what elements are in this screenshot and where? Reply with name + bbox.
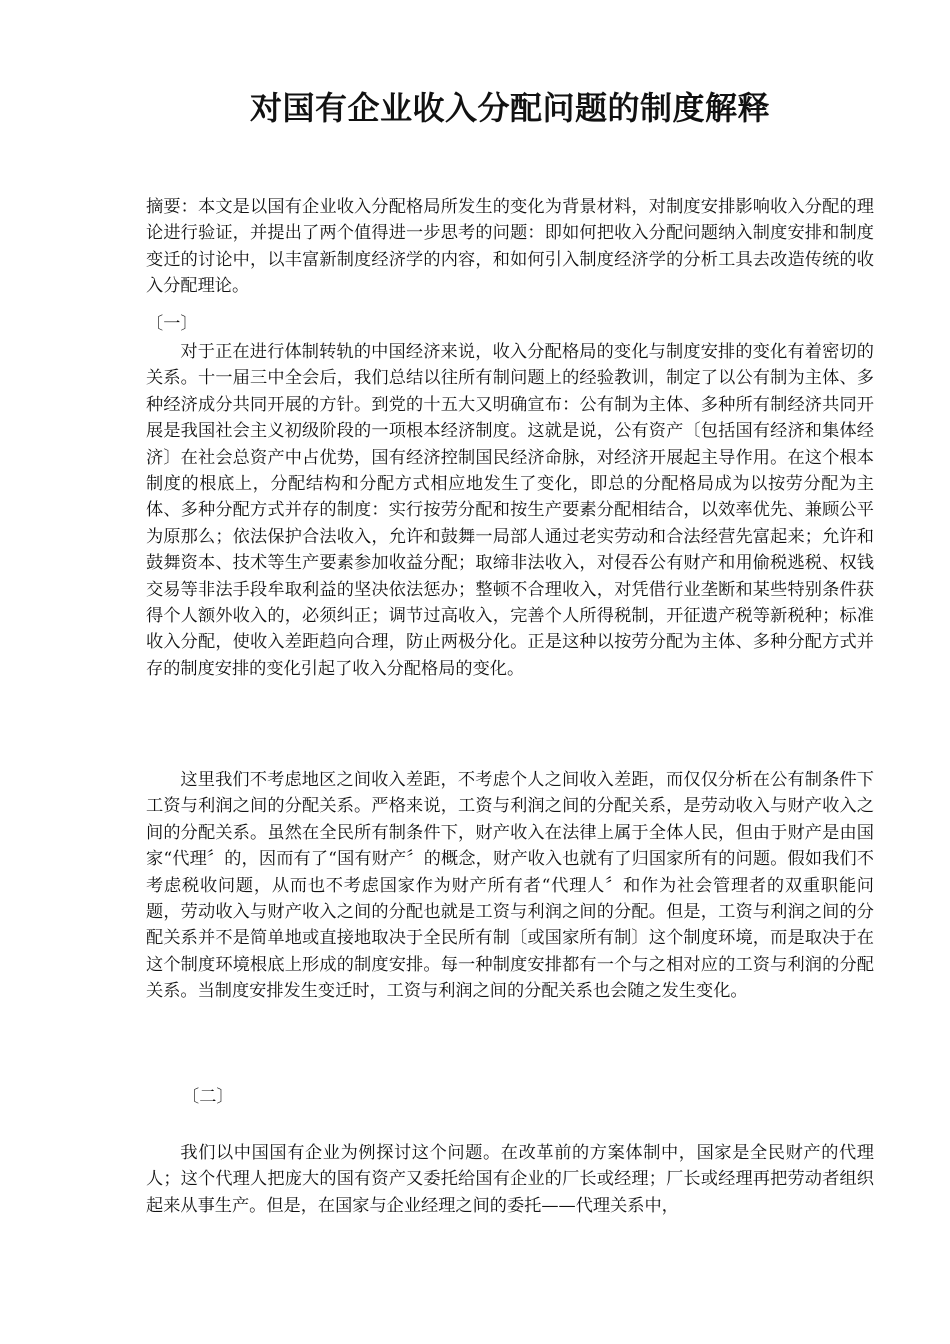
body-paragraph-1: 对于正在进行体制转轨的中国经济来说，收入分配格局的变化与制度安排的变化有着密切的关系。十一届三中全会后，我们总结以往所有制问题上的经验教训，制定了以公有制为主体、多种经济成分共同开展的方针。到党的十五大又明确宣布：公有制为主体、多种所有制经济共同开展是我国社会主义初级阶段的一项根本经济制度。这就是说，公有资产〔包括国有经济和集体经济〕在社会总资产中占优势，国有经济控制国民经济命脉，对经济开展起主导作用。在这个根本制度的根底上，分配结构和分配方式相应地发生了变化，即总的分配格局成为以按劳分配为主体、多种分配方式并存的制度：实行按劳分配和按生产要素分配相结合，以效率优先、兼顾公平为原那么；依法保护合法收入，允许和鼓舞一局部人通过老实劳动和合法经营先富起来；允许和鼓舞资本、技术等生产要素参加收益分配；取缔非法收入，对侵吞公有财产和用偷税逃税、权钱交易等非法手段牟取利益的坚决依法惩办；整顿不合理收入，对凭借行业垄断和某些特别条件获得个人额外收入的，必须纠正；调节过高收入，完善个人所得税制，开征遗产税等新税种；标准收入分配，使收入差距趋向合理，防止两极分化。正是这种以按劳分配为主体、多种分配方式并存的制度安排的变化引起了收入分配格局的变化。 (146, 342, 874, 679)
section-marker-2: 〔二〕 (182, 1087, 234, 1107)
section-marker-1: 〔一〕 (146, 314, 198, 334)
abstract-paragraph: 摘要：本文是以国有企业收入分配格局所发生的变化为背景材料，对制度安排影响收入分配的理论进行验证，并提出了两个值得进一步思考的问题：即如何把收入分配问题纳入制度安排和制度变迁的讨论中，以丰富新制度经济学的内容，和如何引入制度经济学的分析工具去改造传统的收入分配理论。 (146, 197, 874, 297)
document-title: 对国有企业收入分配问题的制度解释 (249, 89, 770, 127)
body-paragraph-3: 我们以中国国有企业为例探讨这个问题。在改革前的方案体制中，国家是全民财产的代理人；这个代理人把庞大的国有资产又委托给国有企业的厂长或经理；厂长或经理再把劳动者组织起来从事生产。但是，在国家与企业经理之间的委托——代理关系中， (146, 1143, 874, 1216)
body-paragraph-2: 这里我们不考虑地区之间收入差距，不考虑个人之间收入差距，而仅仅分析在公有制条件下工资与利润之间的分配关系。严格来说，工资与利润之间的分配关系，是劳动收入与财产收入之间的分配关系。虽然在全民所有制条件下，财产收入在法律上属于全体人民，但由于财产是由国家“代理〞的，因而有了“国有财产〞的概念，财产收入也就有了归国家所有的问题。假如我们不考虑税收问题，从而也不考虑国家作为财产所有者“代理人〞和作为社会管理者的双重职能问题，劳动收入与财产收入之间的分配也就是工资与利润之间的分配。但是，工资与利润之间的分配关系并不是简单地或直接地取决于全民所有制〔或国家所有制〕这个制度环境，而是取决于在这个制度环境根底上形成的制度安排。每一种制度安排都有一个与之相对应的工资与利润的分配关系。当制度安排发生变迁时，工资与利润之间的分配关系也会随之发生变化。 (146, 770, 874, 1002)
